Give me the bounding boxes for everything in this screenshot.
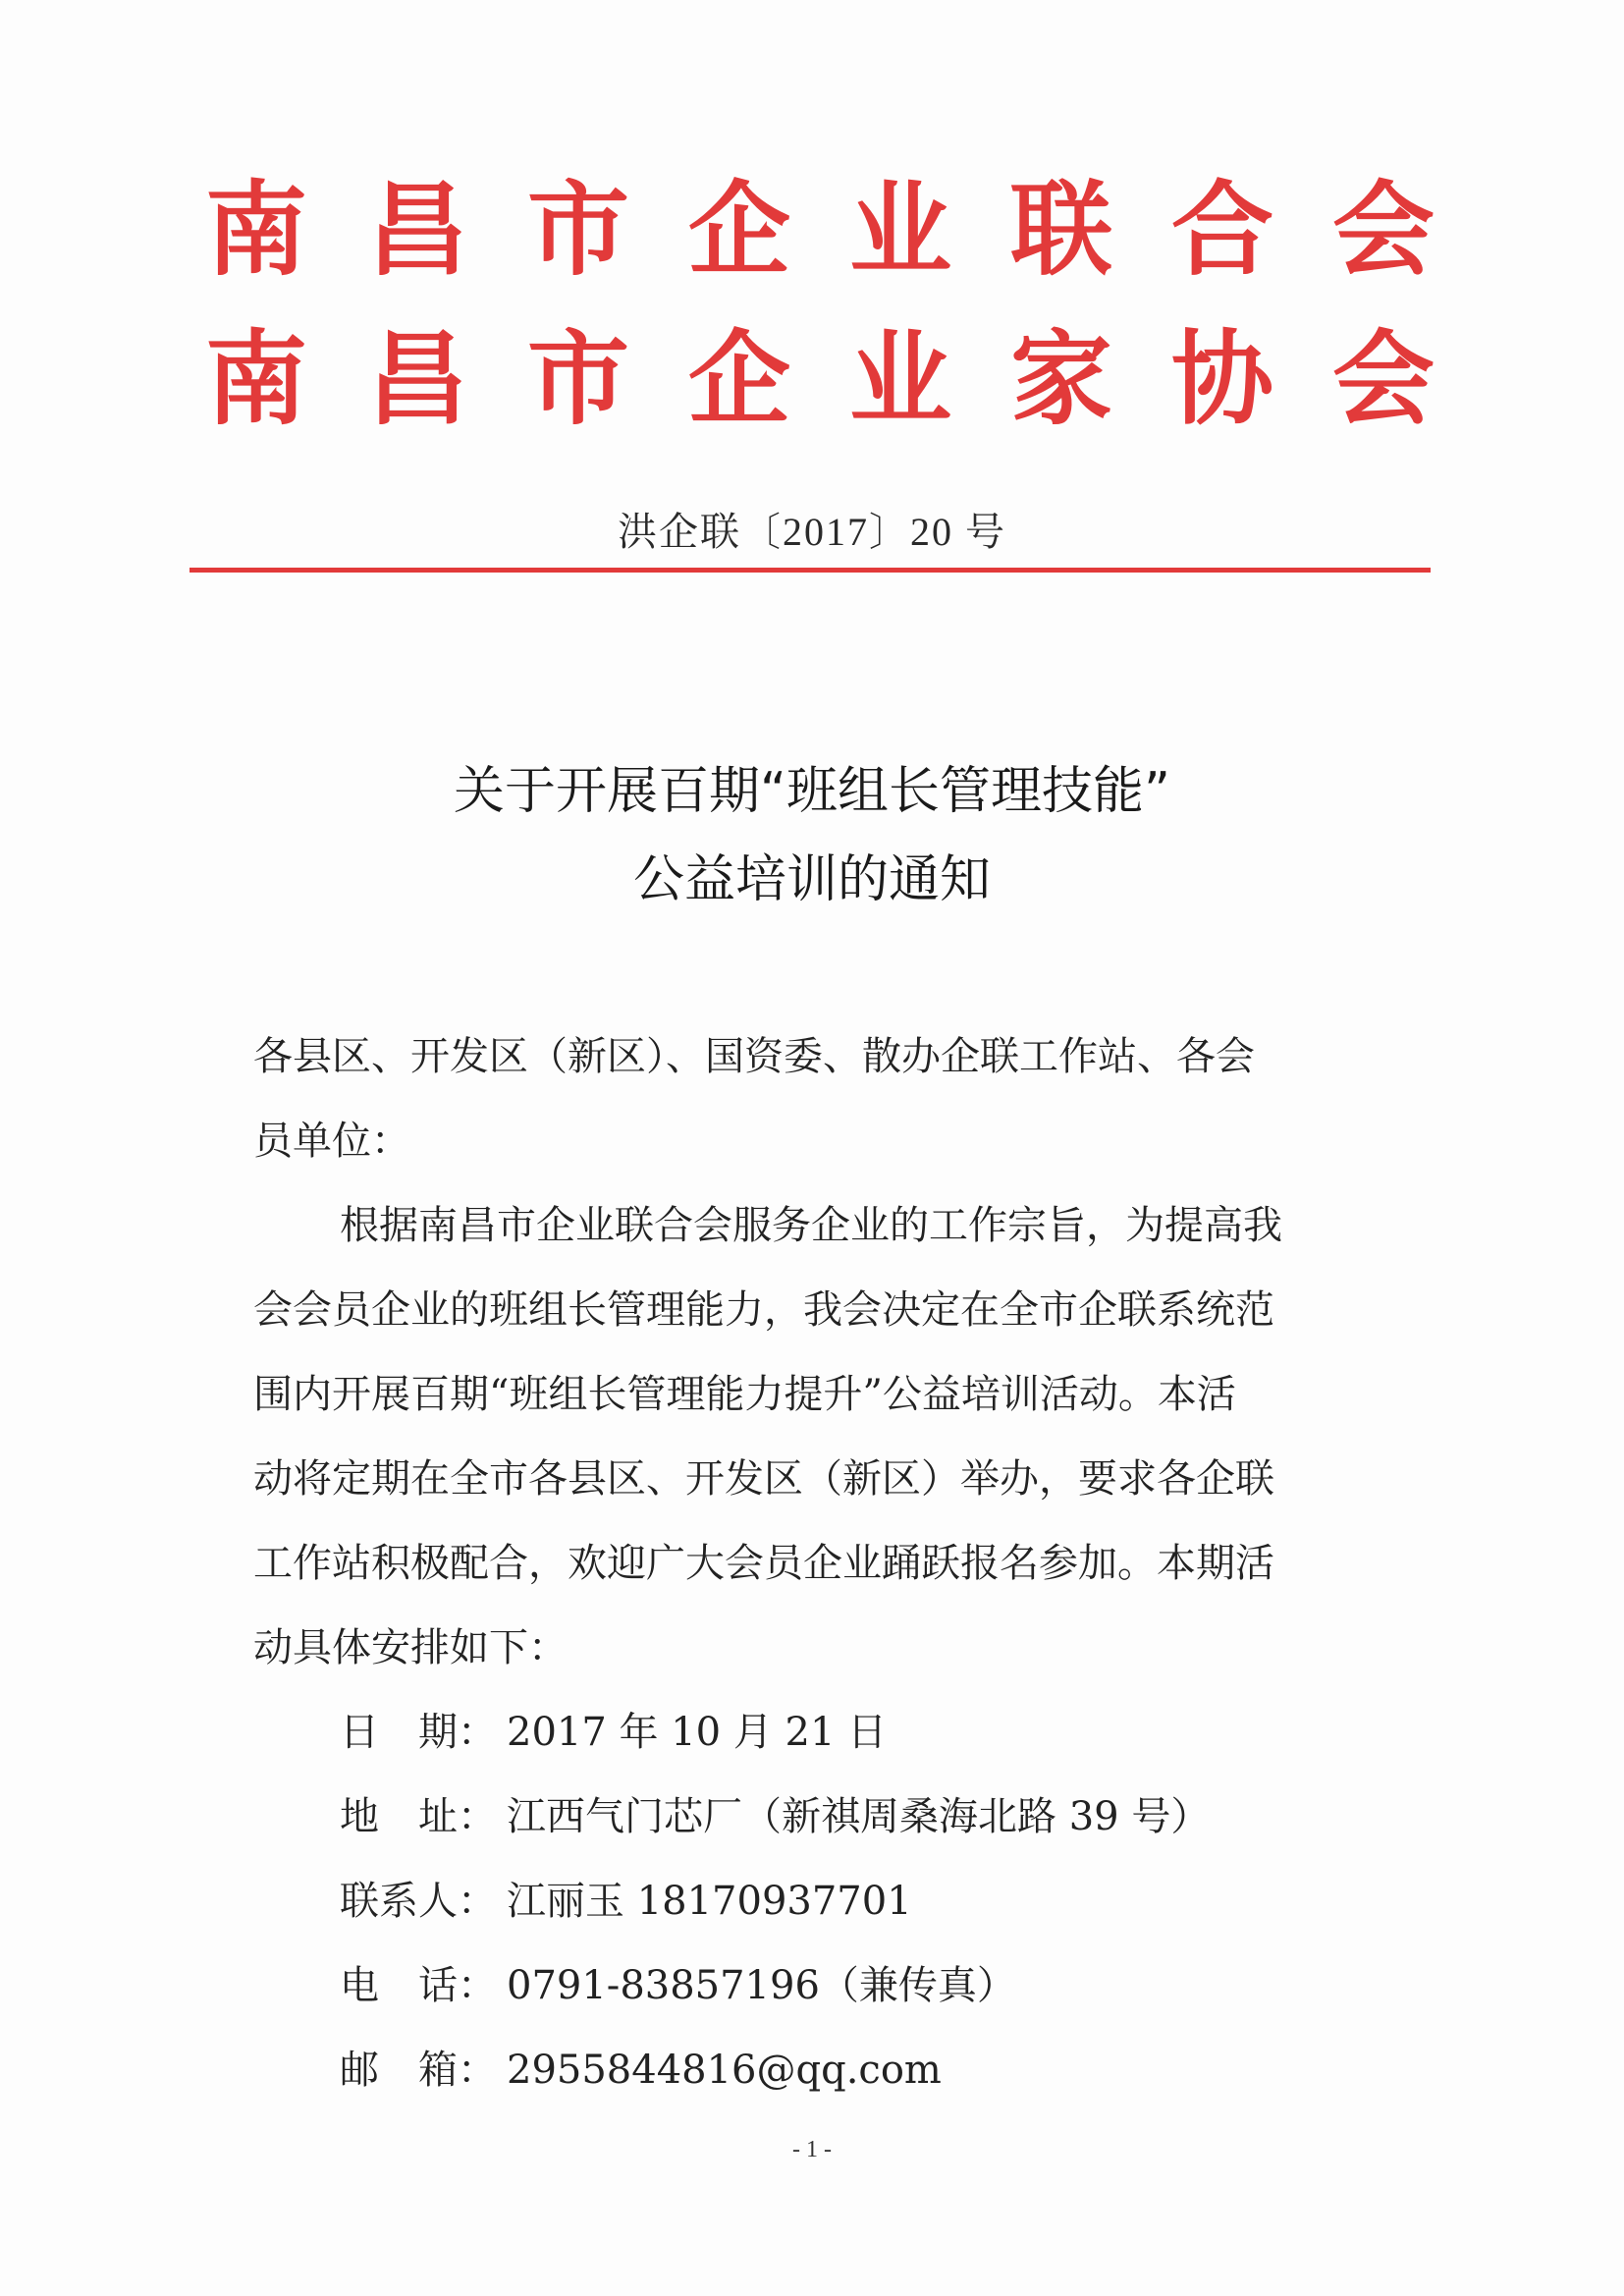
addressee-line: 各县区、开发区（新区）、国资委、散办企联工作站、各会 [253,1034,1255,1079]
detail-value: 江丽玉 18170937701 [507,1879,912,1924]
paragraph-line: 动将定期在全市各县区、开发区（新区）举办，要求各企联 [253,1456,1274,1502]
detail-value: 2955844816@qq.com [507,2048,942,2093]
detail-value: 0791-83857196（兼传真） [507,1963,1016,2008]
org1-char: 南 [204,169,307,290]
org1-char: 会 [1331,169,1435,290]
org2-char: 企 [687,318,790,439]
paragraph-line: 动具体安排如下： [253,1625,568,1670]
detail-label: 日 期： [340,1710,497,1755]
org2-char: 会 [1331,318,1435,439]
org1-char: 昌 [365,169,468,290]
page-number: - 1 - [792,2137,832,2162]
detail-label: 地 址： [340,1794,497,1839]
organization-name-2 [201,318,1438,439]
detail-value: 2017 年 10 月 21 日 [507,1710,888,1755]
detail-date [340,1703,887,1762]
paragraph-line: 围内开展百期“班组长管理能力提升”公益培训活动。本活 [253,1372,1236,1417]
addressee-line: 员单位： [253,1119,410,1164]
paragraph-line: 根据南昌市企业联合会服务企业的工作宗旨，为提高我 [340,1203,1282,1248]
document-number: 洪企联〔2017〕20 号 [618,510,1006,554]
org1-char: 合 [1170,169,1273,290]
header-divider [189,568,1431,573]
paragraph-line: 会会员企业的班组长管理能力，我会决定在全市企联系统范 [253,1287,1274,1333]
detail-email [340,2041,942,2100]
title-line-2: 公益培训的通知 [632,850,991,909]
paragraph-line: 工作站积极配合，欢迎广大会员企业踊跃报名参加。本期活 [253,1541,1274,1586]
detail-label: 电 话： [340,1963,497,2008]
detail-label: 邮 箱： [340,2048,497,2093]
title-line-1: 关于开展百期“班组长管理技能” [454,762,1170,821]
org1-char: 业 [848,169,951,290]
detail-label: 联系人： [340,1879,497,1924]
org2-char: 南 [204,318,307,439]
org2-char: 市 [526,318,629,439]
org1-char: 市 [526,169,629,290]
detail-contact [340,1872,912,1931]
detail-phone [340,1956,1016,2015]
detail-value: 江西气门芯厂（新祺周桑海北路 39 号） [507,1794,1211,1839]
org2-char: 业 [848,318,951,439]
organization-name-1 [201,169,1438,290]
org1-char: 企 [687,169,790,290]
org2-char: 协 [1170,318,1273,439]
org2-char: 家 [1009,318,1112,439]
detail-address [340,1787,1210,1846]
org1-char: 联 [1009,169,1112,290]
org2-char: 昌 [365,318,468,439]
